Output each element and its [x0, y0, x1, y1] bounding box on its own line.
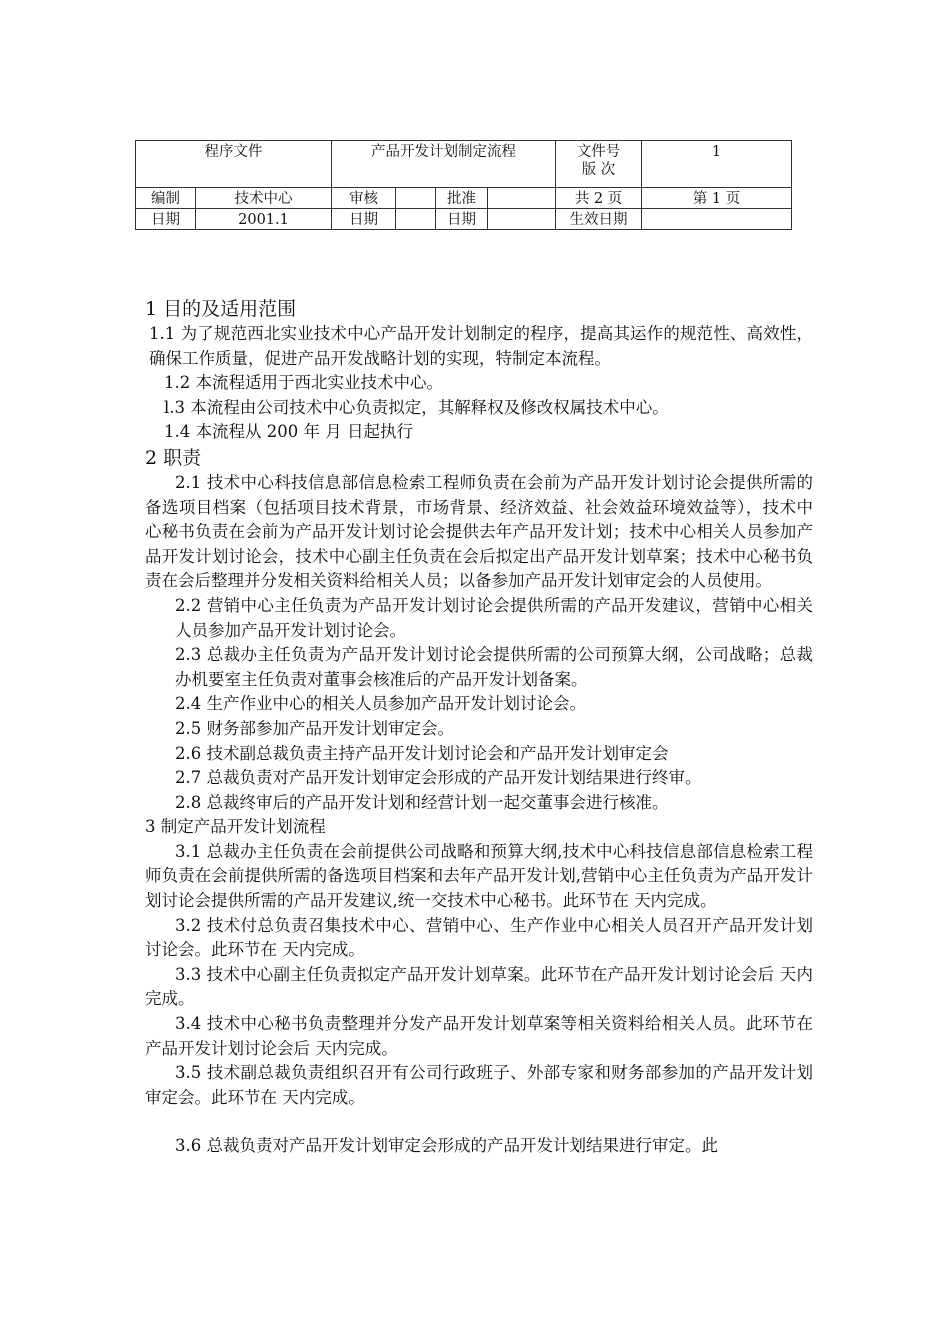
paragraph-3-1: 3.1 总裁办主任负责在会前提供公司战略和预算大纲,技术中心科技信息部信息检索工程师负责在会前提供所需的备选项目档案和去年产品开发计划,营销中心主任负责为产品开发计划讨论会提供所需的产品开发建议,统一交技术中心秘书。此环节在 天内完成。	[145, 841, 813, 911]
section-3-heading: 3 制定产品开发计划流程	[145, 817, 326, 837]
date-value-cell: 2001.1	[196, 209, 332, 230]
paragraph-3-4: 3.4 技术中心秘书负责整理并分发产品开发计划草案等相关资料给相关人员。此环节在产品开发计划讨论会后 天内完成。	[145, 1014, 813, 1058]
compile-label-cell: 编制	[136, 188, 196, 209]
paragraph-1-3: l.3 本流程由公司技术中心负责拟定，其解释权及修改权属技术中心。	[164, 397, 669, 417]
file-no-label: 文件号	[576, 144, 621, 160]
date-value-cell-2	[396, 209, 436, 230]
page-number-cell: 第 1 页	[642, 188, 792, 209]
paragraph-1-1: 1.1 为了规范西北实业技术中心产品开发计划制定的程序，提高其运作的规范性、高效性，确保工作质量，促进产品开发战略计划的实现，特制定本流程。	[149, 324, 813, 368]
date-value-cell-3	[488, 209, 556, 230]
paragraph-2-3: 2.3 总裁办主任负责为产品开发计划讨论会提供所需的公司预算大纲，公司战略；总裁办机要室主任负责对董事会核准后的产品开发计划备案。	[175, 645, 813, 689]
paragraph-2-8: 2.8 总裁终审后的产品开发计划和经营计划一起交董事会进行核准。	[175, 792, 669, 812]
paragraph-gap	[145, 1110, 813, 1134]
paragraph-3-5: 3.5 技术副总裁负责组织召开有公司行政班子、外部专家和财务部参加的产品开发计划审定会。此环节在 天内完成。	[145, 1063, 813, 1107]
paragraph-2-4: 2.4 生产作业中心的相关人员参加产品开发计划讨论会。	[175, 694, 586, 714]
document-body	[145, 296, 813, 1159]
header-table	[135, 140, 792, 230]
paragraph-2-2: 2.2 营销中心主任负责为产品开发计划讨论会提供所需的产品开发建议，营销中心相关人员参加产品开发计划讨论会。	[175, 595, 813, 640]
doc-type-cell: 程序文件	[136, 141, 332, 188]
paragraph-1-4: 1.4 本流程从 200 年 月 日起执行	[164, 422, 413, 442]
file-version-label-cell	[556, 141, 642, 188]
paragraph-2-6: 2.6 技术副总裁负责主持产品开发计划讨论会和产品开发计划审定会	[175, 743, 669, 763]
paragraph-2-5: 2.5 财务部参加产品开发计划审定会。	[175, 718, 454, 738]
date-label-cell: 日期	[136, 209, 196, 230]
effective-date-label-cell: 生效日期	[556, 209, 642, 230]
section-2-heading: 2 职责	[145, 446, 202, 469]
paragraph-3-6: 3.6 总裁负责对产品开发计划审定会形成的产品开发计划结果进行审定。此	[175, 1136, 718, 1156]
review-value-cell	[396, 188, 436, 209]
effective-date-value-cell	[642, 209, 792, 230]
version-value-cell: 1	[642, 141, 792, 188]
version-label: 版 次	[581, 162, 616, 178]
section-1-heading: 1 目的及适用范围	[145, 298, 297, 320]
paragraph-1-2: 1.2 本流程适用于西北实业技术中心。	[164, 373, 443, 393]
approve-label-cell: 批准	[436, 188, 488, 209]
review-label-cell: 审核	[332, 188, 396, 209]
paragraph-2-7: 2.7 总裁负责对产品开发计划审定会形成的产品开发计划结果进行终审。	[175, 768, 702, 788]
paragraph-3-3: 3.3 技术中心副主任负责拟定产品开发计划草案。此环节在产品开发计划讨论会后 天内完成。	[145, 964, 813, 1009]
date-label-cell-3: 日期	[436, 209, 488, 230]
paragraph-2-1: 2.1 技术中心科技信息部信息检索工程师负责在会前为产品开发计划讨论会提供所需的备选项目档案（包括项目技术背景，市场背景、经济效益、社会效益环境效益等），技术中心秘书负责在会前为产品开发计划讨论会提供去年产品开发计划；技术中心相关人员参加产品开发计划讨论会，技术中心副主任负责在会后拟定出产品开发计划草案；技术中心秘书负责在会后整理并分发相关资料给相关人员；以备参加产品开发计划审定会的人员使用。	[145, 472, 813, 591]
compile-value-cell: 技术中心	[196, 188, 332, 209]
paragraph-3-2: 3.2 技术付总负责召集技术中心、营销中心、生产作业中心相关人员召开产品开发计划讨论会。此环节在 天内完成。	[145, 915, 813, 960]
date-label-cell-2: 日期	[332, 209, 396, 230]
doc-title-cell: 产品开发计划制定流程	[332, 141, 556, 188]
total-pages-cell: 共 2 页	[556, 188, 642, 209]
approve-value-cell	[488, 188, 556, 209]
